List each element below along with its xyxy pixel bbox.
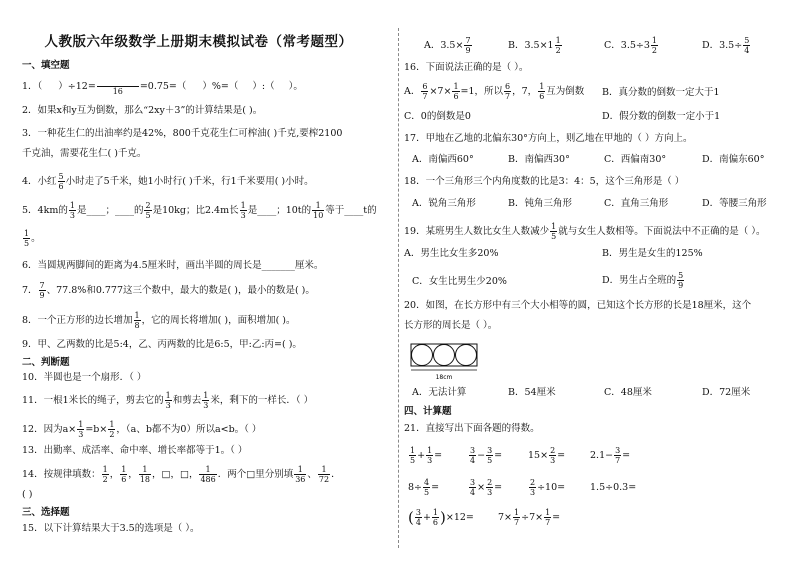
- q18-option-a: A．锐角三角形: [412, 198, 476, 209]
- q19-option-b: B．男生是女生的125%: [602, 248, 703, 259]
- q15-option-b: B．3.5×1 $\frac{1}{2}$: [508, 36, 561, 55]
- question-1: 1．（ ）÷12= 16 =0.75=（ ）%=（ ）:（ ）。: [22, 77, 303, 96]
- question-6: 6．当圆规两脚间的距离为4.5厘米时，画出半圆的周长是_______厘米。: [22, 260, 324, 271]
- question-8: 8．一个正方形的边长增加 $\frac{1}{8}$ ，它的周长将增加( )，面积增加( )。: [22, 311, 296, 330]
- question-21: 21．直接写出下面各题的得数。: [404, 423, 540, 434]
- q19-option-c: C．女生比男生少20%: [412, 276, 507, 287]
- section-true-false: 二、判断题: [22, 357, 70, 368]
- calc-r3-1: ( $\frac{3}{4}$ + $\frac{1}{6}$ )×12=: [408, 508, 474, 527]
- q16-option-d: D．假分数的倒数一定小于1: [602, 111, 721, 122]
- section-fill-blank: 一、填空题: [22, 60, 70, 71]
- figure-length-label: 18cm: [435, 374, 453, 381]
- calc-r2-3: $\frac{2}{3}$ ÷10=: [530, 478, 566, 497]
- q18-option-c: C．直角三角形: [604, 198, 669, 209]
- q16-option-a: A． $\frac{6}{7}$ ×7× $\frac{1}{6}$ =1，所以 $\frac{6}{7}$ ，7， $\frac{1}{6}$ 互为倒数: [404, 82, 585, 101]
- question-14-answer: ( ): [22, 489, 33, 500]
- question-12: 12．因为a× $\frac{1}{3}$ =b× $\frac{1}{2}$ ，（a、b都不为0）所以a<b。（ ）: [22, 420, 262, 439]
- question-5: 5．4km的 $\frac{1}{3}$ 是____；____的 $\frac{2}{5}$ 是10kg；比2.4m长 $\frac{1}{3}$ 是____；10t的 $\frac{1}{10}$ 等于____t的: [22, 201, 377, 220]
- question-5-tail: $\frac{1}{5}$ 。: [24, 229, 41, 248]
- q20-option-b: B．54厘米: [508, 387, 556, 398]
- q15-option-a: A．3.5× $\frac{7}{9}$: [424, 36, 471, 55]
- calc-r2-1: 8÷ $\frac{4}{5}$ =: [408, 478, 440, 497]
- q20-option-d: D．72厘米: [702, 387, 751, 398]
- q15-option-c: C．3.5÷3 $\frac{1}{2}$: [604, 36, 657, 55]
- q20-option-a: A．无法计算: [412, 387, 467, 398]
- rectangle-three-circles-figure: [410, 343, 480, 383]
- question-17: 17．甲地在乙地的北偏东30°方向上，则乙地在甲地的（ ）方向上。: [404, 133, 693, 144]
- question-7: 7． $\frac{7}{9}$ 、77.8%和0.777这三个数中，最大的数是( )，最小的数是( )。: [22, 281, 315, 300]
- question-18: 18．一个三角形三个内角度数的比是3：4：5，这个三角形是（ ）: [404, 176, 685, 187]
- question-14: 14．按规律填数： $\frac{1}{2}$ ， $\frac{1}{6}$ ， $\frac{1}{18}$ ，□，□， $\frac{1}{486}$ ．两个□里分别填 $\frac{1}{36}$ 、 $\frac{1}{72}$ ．: [22, 465, 341, 484]
- question-20-line2: 长方形的周长是（ ）。: [404, 320, 498, 331]
- q17-option-a: A．南偏西60°: [412, 154, 474, 165]
- q18-option-b: B．钝角三角形: [508, 198, 572, 209]
- question-11: 11．一根1米长的绳子，剪去它的 $\frac{1}{3}$ 和剪去 $\frac{1}{3}$ 米，剩下的一样长．（ ）: [22, 391, 314, 410]
- question-15: 15．以下计算结果大于3.5的选项是（ ）。: [22, 523, 200, 534]
- calc-r1-3: 15× $\frac{2}{3}$ =: [528, 446, 566, 465]
- question-4: 4．小红 $\frac{5}{6}$ 小时走了5千米，她1小时行( )千米，行1千米要用( )小时。: [22, 172, 314, 191]
- calc-r2-4: 1.5÷0.3=: [590, 482, 637, 493]
- calc-r1-4: 2.1− $\frac{3}{7}$ =: [590, 446, 631, 465]
- section-multiple-choice: 三、选择题: [22, 507, 70, 518]
- question-16: 16．下面说法正确的是（ ）。: [404, 62, 529, 73]
- page-title: 人教版六年级数学上册期末模拟试卷（常考题型）: [44, 34, 353, 50]
- q18-option-d: D．等腰三角形: [702, 198, 767, 209]
- q19-option-d: D．男生占全班的 $\frac{5}{9}$: [602, 271, 684, 290]
- question-10: 10．半圆也是一个扇形．（ ）: [22, 372, 147, 383]
- question-19: 19．某班男生人数比女生人数减少 $\frac{1}{5}$ 就与女生人数相等。下面说法中不正确的是（ ）。: [404, 222, 766, 241]
- q17-option-d: D．南偏东60°: [702, 154, 765, 165]
- question-2: 2．如果x和y互为倒数，那么“2xy＋3”的计算结果是( )。: [22, 105, 263, 116]
- rectangle-shape: [411, 344, 477, 366]
- question-13: 13．出勤率、成活率、命中率、增长率都等于1。（ ）: [22, 445, 248, 456]
- calc-r1-2: $\frac{3}{4}$ − $\frac{3}{5}$ =: [470, 446, 503, 465]
- circle-1: [412, 345, 433, 366]
- question-20-line1: 20．如图，在长方形中有三个大小相等的圆，已知这个长方形的长是18厘米，这个: [404, 300, 752, 311]
- question-9: 9．甲、乙两数的比是5:4，乙、丙两数的比是6:5，甲:乙:丙=( )。: [22, 339, 302, 350]
- calc-r3-2: 7× $\frac{1}{7}$ ÷7× $\frac{1}{7}$ =: [498, 508, 561, 527]
- circle-2: [434, 345, 455, 366]
- question-3-line1: 3．一种花生仁的出油率约是42%，800千克花生仁可榨油( )千克,要榨2100: [22, 128, 343, 139]
- circle-3: [456, 345, 477, 366]
- q19-option-a: A．男生比女生多20%: [404, 248, 499, 259]
- calc-r2-2: $\frac{3}{4}$ × $\frac{2}{3}$ =: [470, 478, 503, 497]
- q15-option-d: D．3.5÷ $\frac{5}{4}$: [702, 36, 750, 55]
- q16-option-c: C．0的倒数是0: [404, 111, 471, 122]
- q16-option-b: B．真分数的倒数一定大于1: [602, 87, 720, 98]
- calc-r1-1: $\frac{1}{5}$ + $\frac{1}{3}$ =: [410, 446, 443, 465]
- question-3-line2: 千克油，需要花生仁( )千克。: [22, 148, 147, 159]
- q17-option-c: C．西偏南30°: [604, 154, 667, 165]
- column-divider: [398, 28, 399, 548]
- q20-option-c: C．48厘米: [604, 387, 652, 398]
- q17-option-b: B．南偏西30°: [508, 154, 570, 165]
- section-calculation: 四、计算题: [404, 406, 452, 417]
